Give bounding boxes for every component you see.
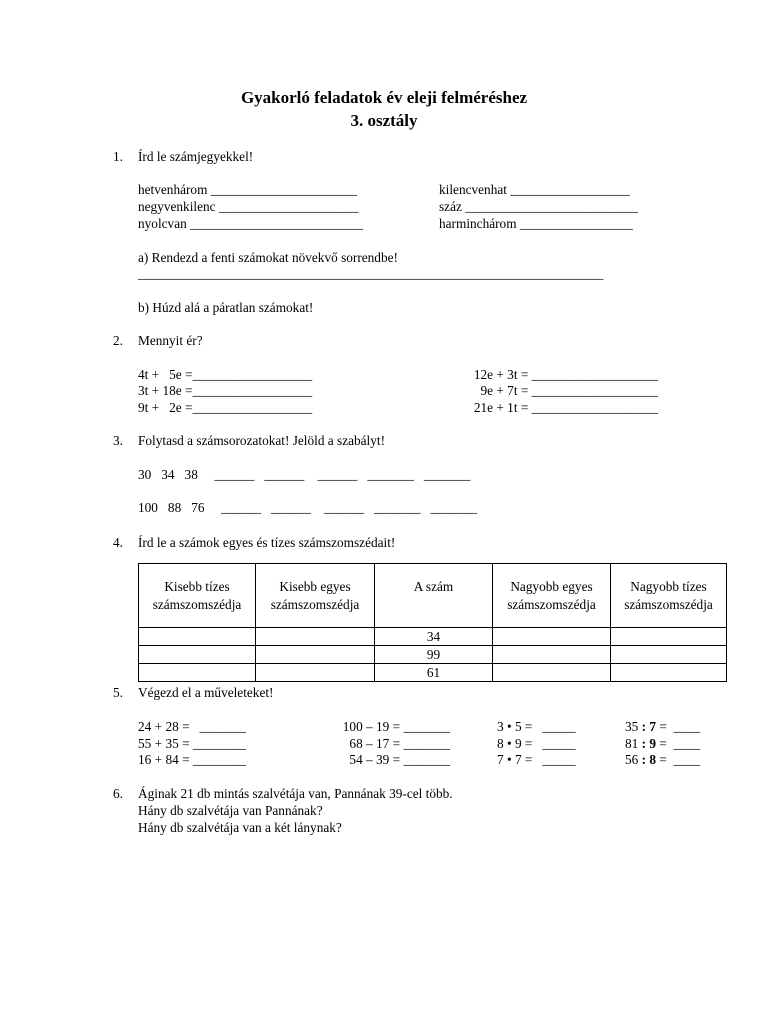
- multiplication-exercise: 3 • 5 = _____: [497, 719, 576, 734]
- task3-sequence: 30 34 38 ______ ______ ______ _______ _______: [138, 467, 471, 482]
- task1-left-item: negyvenkilenc _____________________: [138, 199, 359, 214]
- answer-cell[interactable]: [139, 664, 256, 682]
- number-cell: 99: [375, 646, 493, 664]
- table-header-cell: [493, 564, 611, 628]
- header-line: számszomszédja: [624, 596, 713, 612]
- multiplication-exercise: 7 • 7 = _____: [497, 752, 576, 767]
- task1-prompt: Írd le számjegyekkel!: [138, 149, 254, 164]
- task3-number: 3.: [113, 433, 123, 448]
- answer-cell[interactable]: [611, 646, 727, 664]
- answer-cell[interactable]: [139, 628, 256, 646]
- number-cell: 34: [375, 628, 493, 646]
- divisor: 7: [649, 719, 657, 734]
- task6-number: 6.: [113, 786, 123, 801]
- dividend: 81: [625, 736, 642, 751]
- task2-prompt: Mennyit ér?: [138, 333, 203, 348]
- header-line: számszomszédja: [152, 596, 242, 612]
- addition-exercise: 16 + 84 = ________: [138, 752, 247, 767]
- task3-prompt: Folytasd a számsorozatokat! Jelöld a szabályt!: [138, 433, 386, 448]
- division-exercise: [625, 736, 700, 752]
- addition-exercise: 55 + 35 = ________: [138, 736, 247, 751]
- divisor: 8: [649, 752, 657, 767]
- task2-right-item: 12e + 3t = ___________________: [473, 367, 658, 382]
- table-row: [139, 628, 727, 646]
- task1-left-item: nyolcvan __________________________: [138, 216, 363, 231]
- task2-number: 2.: [113, 333, 123, 348]
- task6-line: Hány db szalvétája van Pannának?: [138, 803, 323, 818]
- dividend: 35: [625, 719, 642, 734]
- task1-subtask-b: b) Húzd alá a páratlan számokat!: [138, 300, 314, 315]
- header-line: Nagyobb egyes: [510, 578, 593, 594]
- divisor: 9: [649, 736, 657, 751]
- header-line: Nagyobb tízes: [630, 578, 707, 594]
- page-subtitle: 3. osztály: [350, 111, 418, 130]
- header-line: számszomszédja: [270, 596, 360, 612]
- answer-cell[interactable]: [256, 628, 375, 646]
- task4-prompt: Írd le a számok egyes és tízes számszomszédait!: [138, 535, 396, 550]
- answer-cell[interactable]: [493, 664, 611, 682]
- table-header-cell: [611, 564, 727, 628]
- task2-right-item: 21e + 1t = ___________________: [473, 400, 658, 415]
- header-line: Kisebb egyes: [279, 578, 351, 594]
- task4-number: 4.: [113, 535, 123, 550]
- table-header-cell: [256, 564, 375, 628]
- neighbours-table: [138, 563, 727, 682]
- task1-right-item: száz __________________________: [439, 199, 639, 214]
- answer-cell[interactable]: [256, 664, 375, 682]
- header-line: számszomszédja: [507, 596, 596, 612]
- answer-cell[interactable]: [611, 628, 727, 646]
- task1-right-item: harminchárom _________________: [439, 216, 633, 231]
- division-sign: :: [641, 719, 647, 734]
- answer-blank: = ____: [656, 719, 701, 734]
- task1-right-item: kilencvenhat __________________: [439, 182, 630, 197]
- division-exercise: [625, 719, 700, 735]
- table-row: [139, 646, 727, 664]
- answer-cell[interactable]: [611, 664, 727, 682]
- task2-right-item: 9e + 7t = ___________________: [480, 383, 658, 398]
- task1-left-item: hetvenhárom ______________________: [138, 182, 358, 197]
- subtraction-exercise: 68 – 17 = _______: [349, 736, 450, 751]
- table-header-cell: [375, 564, 493, 628]
- answer-blank: = ____: [656, 752, 701, 767]
- header-line: A szám: [413, 579, 454, 594]
- task2-left-item: 3t + 18e =__________________: [138, 383, 313, 398]
- task3-sequence: 100 88 76 ______ ______ ______ _______ _______: [138, 500, 478, 515]
- answer-cell[interactable]: [139, 646, 256, 664]
- subtraction-exercise: 100 – 19 = _______: [342, 719, 450, 734]
- task2-left-item: 9t + 2e =__________________: [138, 400, 313, 415]
- task1-answer-line: ______________________________________________________________________: [138, 266, 604, 281]
- number-cell: 61: [375, 664, 493, 682]
- answer-cell[interactable]: [493, 628, 611, 646]
- answer-cell[interactable]: [256, 646, 375, 664]
- task1-subtask-a: a) Rendezd a fenti számokat növekvő sorrendbe!: [138, 250, 398, 265]
- division-sign: :: [641, 736, 647, 751]
- division-exercise: [625, 752, 700, 768]
- answer-cell[interactable]: [493, 646, 611, 664]
- dividend: 56: [625, 752, 642, 767]
- task6-line: Áginak 21 db mintás szalvétája van, Pannának 39-cel több.: [138, 786, 453, 801]
- addition-exercise: 24 + 28 = _______: [138, 719, 247, 734]
- header-line: Kisebb tízes: [164, 578, 230, 594]
- task1-number: 1.: [113, 149, 123, 164]
- page-title: Gyakorló feladatok év eleji felméréshez: [240, 88, 528, 107]
- division-sign: :: [641, 752, 647, 767]
- subtraction-exercise: 54 – 39 = _______: [349, 752, 450, 767]
- table-row: [139, 664, 727, 682]
- task6-line: Hány db szalvétája van a két lánynak?: [138, 820, 342, 835]
- table-header-cell: [139, 564, 256, 628]
- task5-number: 5.: [113, 685, 123, 700]
- task5-prompt: Végezd el a műveleteket!: [138, 685, 274, 700]
- multiplication-exercise: 8 • 9 = _____: [497, 736, 576, 751]
- task2-left-item: 4t + 5e =__________________: [138, 367, 313, 382]
- answer-blank: = ____: [656, 736, 701, 751]
